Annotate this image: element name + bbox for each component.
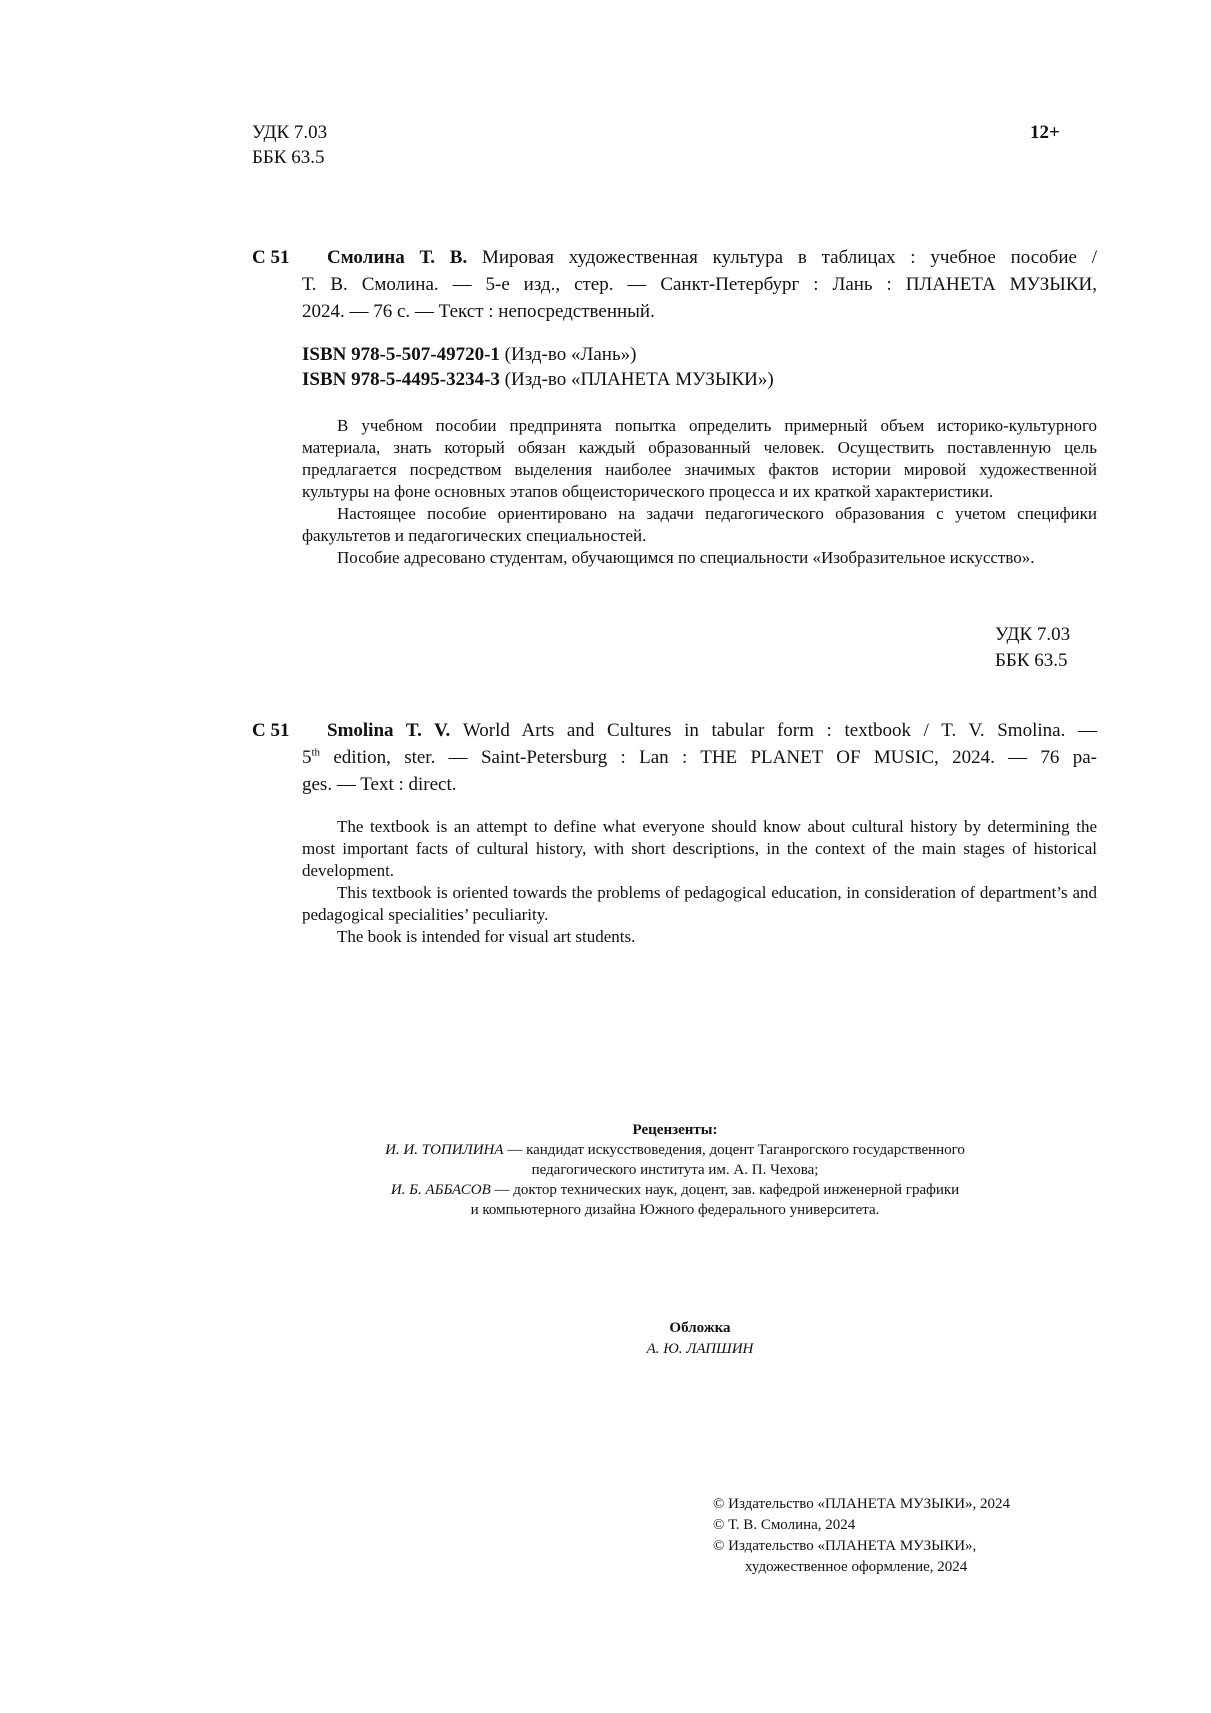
ru-catalog-entry	[302, 244, 1097, 325]
ru-abstract-paragraph: Пособие адресовано студентам, обучающимся по специальности «Изобразительное искусство».	[337, 548, 1035, 567]
isbn-line	[302, 342, 774, 367]
en-entry-line2	[302, 744, 1097, 771]
ru-abstract-paragraph: В учебном пособии предпринята попытка определить примерный объем историко-культурного материала, знать который обязан каждый образованный человек. Осуществить поставленную цель предлагается посредством выделения наиболее значимых фактов истории мировой художественной культуры на фоне основных этапов общеисторического процесса и их краткой характеристики.	[302, 416, 1097, 501]
ru-entry-line2: Т. В. Смолина. — 5-е изд., стер. — Санкт-Петербург : Лань : ПЛАНЕТА МУЗЫКИ,	[302, 274, 1097, 295]
isbn-block	[302, 342, 774, 392]
copyright-line: © Т. В. Смолина, 2024	[713, 1517, 856, 1533]
en-abstract-paragraph: This textbook is oriented towards the problems of pedagogical education, in consideration of department’s and pedagogical specialities’ peculiarity.	[302, 883, 1097, 924]
header-codes	[252, 120, 327, 170]
reviewers-heading: Рецензенты:	[632, 1122, 718, 1138]
ru-title: Мировая художественная культура в таблицах : учебное пособие /	[481, 247, 1098, 268]
isbn-line	[302, 367, 774, 392]
reviewer-line: педагогического института им. А. П. Чехова;	[531, 1162, 819, 1178]
ru-entry-line3: 2024. — 76 с. — Текст : непосредственный.	[302, 301, 655, 322]
en-abstract	[302, 816, 1097, 948]
copyright-line: © Издательство «ПЛАНЕТА МУЗЫКИ», 2024	[713, 1496, 1011, 1512]
cover-credit	[560, 1318, 840, 1360]
udk-code: УДК 7.03	[995, 624, 1071, 645]
bbk-code: ББК 63.5	[252, 147, 325, 168]
edition-suffix: th	[311, 746, 321, 759]
reviewer-name: И. И. ТОПИЛИНА	[385, 1142, 504, 1158]
udk-code: УДК 7.03	[252, 122, 328, 143]
ru-author: Смолина Т. В.	[327, 247, 468, 268]
cover-heading: Обложка	[669, 1320, 731, 1336]
reviewer-line: и компьютерного дизайна Южного федерального университета.	[470, 1202, 880, 1218]
isbn-publisher: (Изд-во «ПЛАНЕТА МУЗЫКИ»)	[504, 369, 774, 390]
reviewers-block	[330, 1120, 1020, 1220]
age-rating: 12+	[1030, 122, 1060, 143]
en-entry-line3: ges. — Text : direct.	[302, 774, 457, 795]
isbn-number: ISBN 978-5-4495-3234-3	[302, 369, 500, 390]
ru-abstract-paragraph: Настоящее пособие ориентировано на задачи педагогического образования с учетом специфики факультетов и педагогических специальностей.	[302, 504, 1097, 545]
cover-artist: А. Ю. ЛАПШИН	[646, 1341, 754, 1357]
copyright-line: © Издательство «ПЛАНЕТА МУЗЫКИ»,	[713, 1538, 977, 1554]
en-entry-line2-text: edition, ster. — Saint-Petersburg : Lan : THE PLANET OF MUSIC, 2024. — 76 pa-	[320, 747, 1097, 768]
bbk-code: ББК 63.5	[995, 650, 1068, 671]
en-title: World Arts and Cultures in tabular form : textbook / T. V. Smolina. —	[462, 720, 1097, 741]
en-abstract-paragraph: The book is intended for visual art students.	[337, 927, 636, 946]
classification-codes	[995, 622, 1070, 674]
copyright-block	[713, 1494, 1010, 1578]
en-entry-line1	[302, 717, 1097, 744]
reviewer-desc: — доктор технических наук, доцент, зав. кафедрой инженерной графики	[490, 1182, 960, 1198]
ru-entry-line1	[302, 244, 1097, 271]
reviewer-desc: — кандидат искусствоведения, доцент Таганрогского государственного	[503, 1142, 965, 1158]
ru-abstract	[302, 415, 1097, 569]
en-catalog-entry	[302, 717, 1097, 798]
reviewer-name: И. Б. АББАСОВ	[390, 1182, 491, 1198]
reviewer-line	[330, 1180, 1020, 1200]
en-entry-number: С 51	[252, 720, 290, 741]
en-abstract-paragraph: The textbook is an attempt to define what everyone should know about cultural history by determining the most important facts of cultural history, with short descriptions, in the context of the main stages of historical development.	[302, 817, 1097, 880]
en-author: Smolina T. V.	[327, 720, 451, 741]
isbn-number: ISBN 978-5-507-49720-1	[302, 344, 500, 365]
edition-number: 5	[302, 747, 312, 768]
copyright-line: художественное оформление, 2024	[745, 1559, 968, 1575]
isbn-publisher: (Изд-во «Лань»)	[504, 344, 637, 365]
ru-entry-number: С 51	[252, 247, 290, 268]
reviewer-line	[330, 1140, 1020, 1160]
